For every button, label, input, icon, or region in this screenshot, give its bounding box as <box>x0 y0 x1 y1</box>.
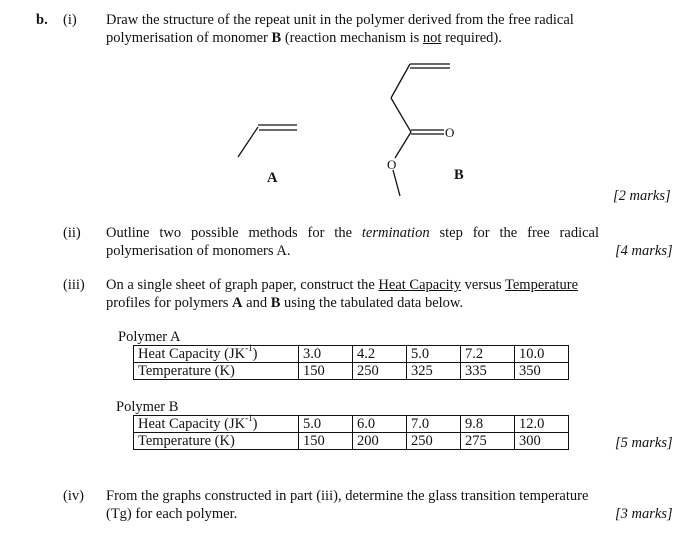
table-cell: 9.8 <box>461 416 515 433</box>
table-cell: 250 <box>407 433 461 450</box>
text: and <box>242 295 271 311</box>
heat-capacity-label <box>134 413 299 433</box>
text: ) <box>252 346 258 362</box>
monomer-b-structure <box>391 64 450 196</box>
table-cell: 200 <box>353 433 407 450</box>
polymer-b-ref: B <box>270 295 281 311</box>
emphasis-termination: termination <box>361 225 430 241</box>
table-cell: 150 <box>299 433 353 450</box>
marks-i: [2 marks] <box>613 188 671 204</box>
table-cell: 5.0 <box>407 346 461 363</box>
table-row-heat-capacity <box>134 416 569 433</box>
table-b-title: Polymer B <box>116 399 179 415</box>
question-iv-line1: From the graphs constructed in part (iii), determine the glass transition temperature <box>106 488 589 504</box>
table-row-heat-capacity <box>134 346 569 363</box>
text: ) <box>252 416 258 432</box>
monomer-b-ref: B <box>271 30 282 46</box>
table-polymer-a <box>133 345 569 380</box>
temperature-term: Temperature <box>505 277 579 293</box>
table-cell: 7.0 <box>407 416 461 433</box>
bond <box>391 98 411 132</box>
table-cell: 4.2 <box>353 346 407 363</box>
question-iv-line2: (Tg) for each polymer. <box>106 506 238 522</box>
text: versus <box>460 277 506 293</box>
table-cell: 12.0 <box>515 416 569 433</box>
text: required). <box>441 30 502 46</box>
question-iii-line1 <box>106 276 578 294</box>
table-cell: 350 <box>515 363 569 380</box>
heat-capacity-term: Heat Capacity <box>378 277 461 293</box>
heat-capacity-label <box>134 343 299 363</box>
marks-iii: [5 marks] <box>615 435 673 451</box>
table-cell: 150 <box>299 363 353 380</box>
question-i-line2 <box>106 29 502 47</box>
bond <box>391 64 410 98</box>
question-iv-number: (iv) <box>63 488 84 504</box>
polymer-a-ref: A <box>232 295 243 311</box>
question-ii-number: (ii) <box>63 225 81 241</box>
atom-o-carbonyl: O <box>445 125 455 140</box>
text: using the tabulated data below. <box>280 295 464 311</box>
text: Heat Capacity (JK <box>138 416 246 432</box>
question-ii-line2: polymerisation of monomers A. <box>106 243 291 259</box>
temperature-label: Temperature (K) <box>134 433 299 450</box>
table-a-title: Polymer A <box>118 329 181 345</box>
table-cell: 335 <box>461 363 515 380</box>
part-label: b. <box>36 12 48 28</box>
label-monomer-b: B <box>454 167 464 183</box>
table-cell: 325 <box>407 363 461 380</box>
temperature-label: Temperature (K) <box>134 363 299 380</box>
text: step for the free radical <box>429 225 600 241</box>
unit-exponent: -1 <box>245 413 253 424</box>
label-monomer-a: A <box>267 170 278 186</box>
table-cell: 250 <box>353 363 407 380</box>
table-cell: 5.0 <box>299 416 353 433</box>
atom-o-ester: O <box>387 157 397 172</box>
table-cell: 3.0 <box>299 346 353 363</box>
unit-exponent: -1 <box>245 343 253 354</box>
question-i-line1: Draw the structure of the repeat unit in the polymer derived from the free radical <box>106 12 574 28</box>
emphasis-not: not <box>422 30 442 46</box>
question-i-number: (i) <box>63 12 77 28</box>
table-polymer-b <box>133 415 569 450</box>
table-cell: 10.0 <box>515 346 569 363</box>
table-cell: 275 <box>461 433 515 450</box>
bond <box>238 127 258 157</box>
ester-bond <box>395 132 411 158</box>
table-row-temperature <box>134 433 569 450</box>
text: Heat Capacity (JK <box>138 346 246 362</box>
text: (reaction mechanism is <box>281 30 423 46</box>
table-row-temperature <box>134 363 569 380</box>
question-ii-line1 <box>106 224 599 242</box>
monomer-a-structure <box>238 125 297 157</box>
table-cell: 6.0 <box>353 416 407 433</box>
question-iii-number: (iii) <box>63 277 85 293</box>
text: Outline two possible methods for the <box>106 225 362 241</box>
methyl-bond <box>393 170 400 196</box>
table-cell: 300 <box>515 433 569 450</box>
text: On a single sheet of graph paper, construct the <box>106 277 379 293</box>
marks-ii: [4 marks] <box>615 243 673 259</box>
marks-iv: [3 marks] <box>615 506 673 522</box>
text: profiles for polymers <box>106 295 233 311</box>
question-iii-line2 <box>106 294 463 312</box>
table-cell: 7.2 <box>461 346 515 363</box>
text: polymerisation of monomer <box>106 30 272 46</box>
